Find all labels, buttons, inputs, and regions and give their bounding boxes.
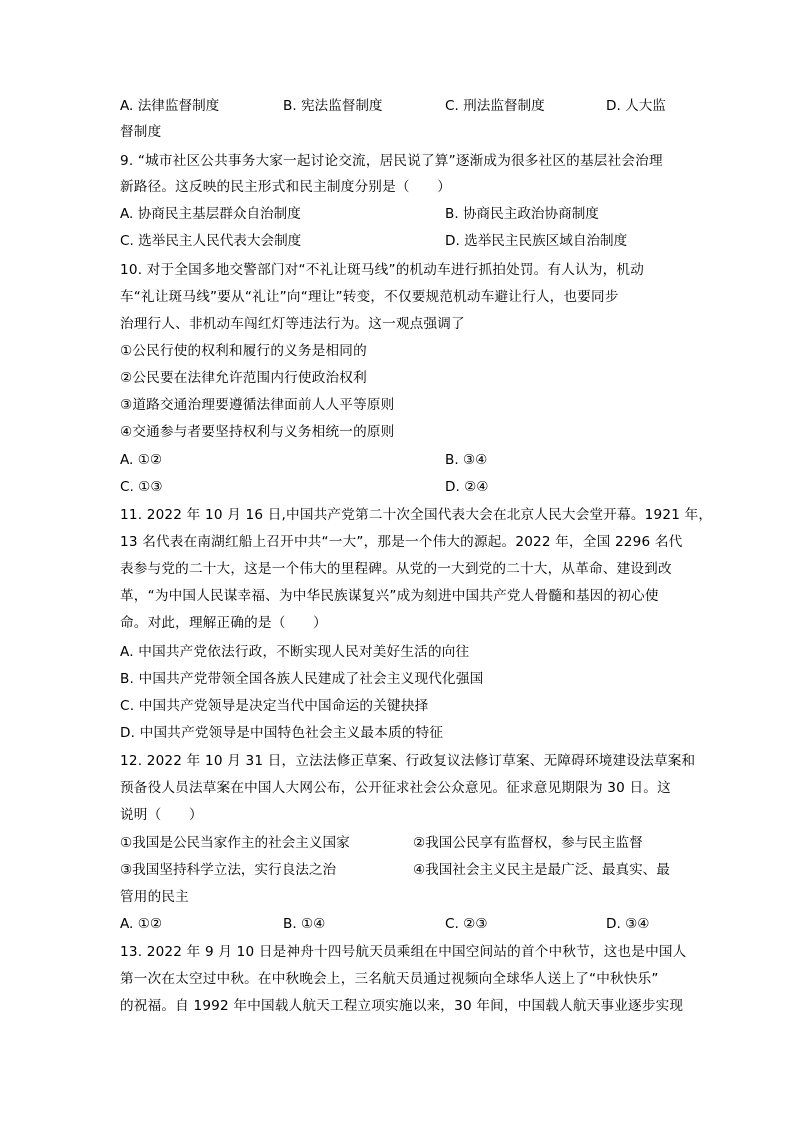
q12-stem-line-3: 说明（ ） [120,807,203,823]
q8-option-c: C. 刑法监督制度 [445,98,545,114]
q9-option-b: B. 协商民主政治协商制度 [445,206,599,222]
q10-stem-line-1: 10. 对于全国多地交警部门对“不礼让斑马线”的机动车进行抓拍处罚。有人认为，机动 [120,262,645,278]
q12-statement-4-wrap: 管用的民主 [120,889,189,905]
q12-stem-line-2: 预备役人员法草案在中国人大网公布，公开征求社会公众意见。征求意见期限为 30 日。这 [120,780,671,796]
q12-statement-1: ①我国是公民当家作主的社会主义国家 [120,835,350,851]
q10-options-row-1 [120,450,680,470]
q10-statement-1: ①公民行使的权利和履行的义务是相同的 [120,343,367,359]
q9-options-row-1 [120,204,680,224]
q10-option-c: C. ①③ [120,479,163,495]
q8-option-d: D. 人大监 [606,98,666,114]
q12-options [120,914,680,934]
q12-statements-row-2 [120,860,680,880]
q12-option-d: D. ③④ [606,916,650,932]
q10-option-b: B. ③④ [445,452,488,468]
q10-option-a: A. ①② [120,452,163,468]
q9-option-c: C. 选举民主人民代表大会制度 [120,233,302,249]
q12-statement-4: ④我国社会主义民主是最广泛、最真实、最 [413,862,670,878]
q12-statement-2: ②我国公民享有监督权，参与民主监督 [413,835,643,851]
q11-option-d: D. 中国共产党领导是中国特色社会主义最本质的特征 [120,725,444,741]
q10-stem-line-2: 车“礼让斑马线”要从“礼让”向“理让”转变，不仅要规范机动车避让行人，也要同步 [120,289,619,305]
q10-statement-4: ④交通参与者要坚持权利与义务相统一的原则 [120,424,395,440]
q12-option-a: A. ①② [120,916,163,932]
q13-stem-line-1: 13. 2022 年 9 月 10 日是神舟十四号航天员乘组在中国空间站的首个中秋节，这也是中国人 [120,944,687,960]
q11-stem-line-2: 13 名代表在南湖红船上召开中共“一大”，那是一个伟大的源起。2022 年，全国 2296 名代 [120,534,683,550]
q11-option-c: C. 中国共产党领导是决定当代中国命运的关键抉择 [120,698,429,714]
q12-statement-3: ③我国坚持科学立法，实行良法之治 [120,862,337,878]
q12-statements-row-1 [120,833,680,853]
q8-option-b: B. 宪法监督制度 [283,98,383,114]
q11-stem-line-1: 11. 2022 年 10 月 16 日,中国共产党第二十次全国代表大会在北京人民大会堂开幕。1921 年， [120,507,713,523]
q9-option-a: A. 协商民主基层群众自治制度 [120,206,301,222]
q9-option-d: D. 选举民主民族区域自治制度 [445,233,628,249]
q11-stem-line-4: 革，“为中国人民谋幸福、为中华民族谋复兴”成为刻进中国共产党人骨髓和基因的初心使 [120,588,659,604]
q13-stem-line-3: 的祝福。自 1992 年中国载人航天工程立项实施以来，30 年间，中国载人航天事业逐步实现 [120,998,684,1014]
q9-options-row-2 [120,231,680,251]
q11-option-a: A. 中国共产党依法行政，不断实现人民对美好生活的向往 [120,644,470,660]
q12-option-c: C. ②③ [445,916,488,932]
q10-statement-3: ③道路交通治理要遵循法律面前人人平等原则 [120,397,395,413]
q10-statement-2: ②公民要在法律允许范围内行使政治权利 [120,370,367,386]
q11-stem-line-3: 表参与党的二十大，这是一个伟大的里程碑。从党的一大到党的二十大，从革命、建设到改 [120,561,672,577]
q11-option-b: B. 中国共产党带领全国各族人民建成了社会主义现代化强国 [120,671,484,687]
q8-option-d-wrap: 督制度 [120,124,162,140]
q11-stem-line-5: 命。对此，理解正确的是（ ） [120,615,327,631]
q12-stem-line-1: 12. 2022 年 10 月 31 日，立法法修正草案、行政复议法修订草案、无障碍环境建设法草案和 [120,753,696,769]
q10-stem-line-3: 治理行人、非机动车闯红灯等违法行为。这一观点强调了 [120,316,465,332]
q9-stem-line-2: 新路径。这反映的民主形式和民主制度分别是（ ） [120,179,452,195]
q10-options-row-2 [120,477,680,497]
q8-option-a: A. 法律监督制度 [120,98,220,114]
q12-option-b: B. ①④ [283,916,326,932]
q13-stem-line-2: 第一次在太空过中秋。在中秋晚会上，三名航天员通过视频向全球华人送上了“中秋快乐” [120,971,659,987]
q9-stem-line-1: 9. “城市社区公共事务大家一起讨论交流，居民说了算”逐渐成为很多社区的基层社会治理 [120,153,663,169]
q8-options [120,96,680,116]
q10-option-d: D. ②④ [445,479,489,495]
